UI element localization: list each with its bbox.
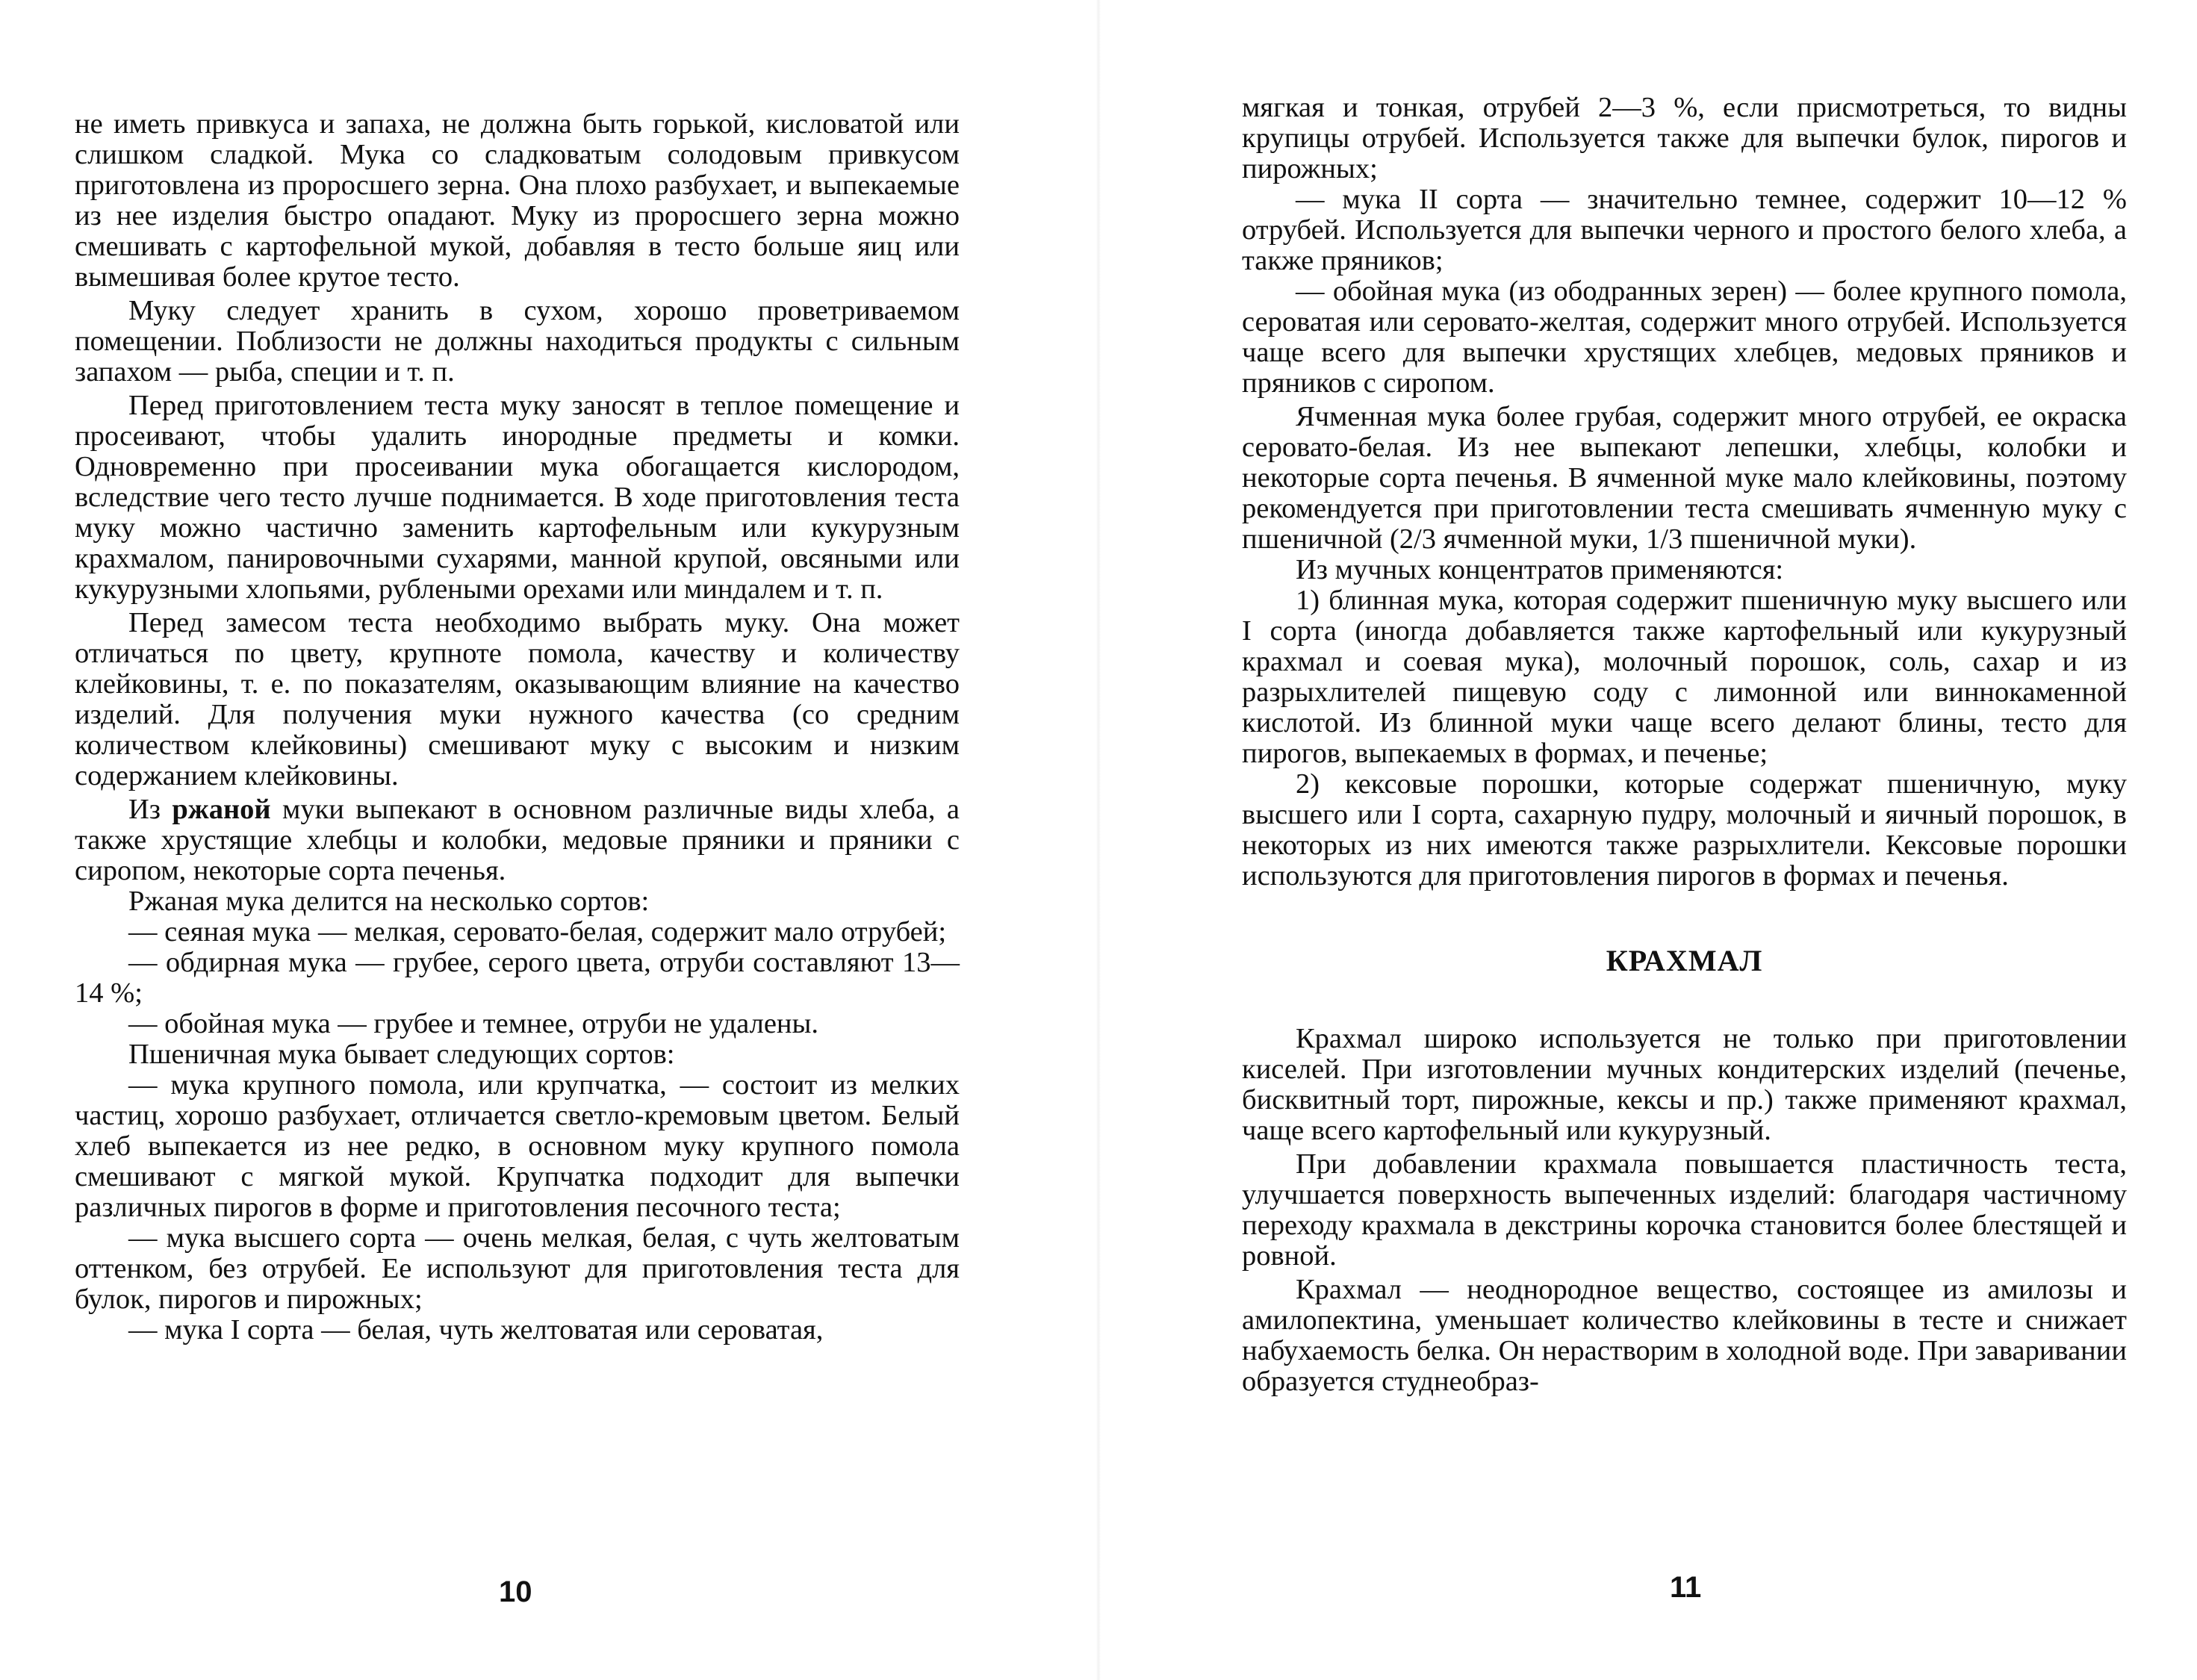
list-item: — обойная мука — грубее и темнее, отруби не удалены. xyxy=(128,1008,818,1039)
paragraph: мягкая и тонкая, отрубей 2—3 %, если присмотреться, то видны крупицы отрубей. Используется также для выпечки булок, пирогов и пирожных; xyxy=(1242,92,2127,184)
list-item: — обдирная мука — грубее, серого цвета, отруби составляют 13—14 %; xyxy=(75,947,960,1009)
list-item: 2) кексовые порошки, которые содержат пшеничную, муку высшего или I сорта, сахарную пудру, молочный и яичный порошок, в некоторых из них имеются также разрыхлители. Кексовые порошки используются для приготовления пирогов в формах и печенья. xyxy=(1242,768,2127,892)
page-number: 10 xyxy=(499,1575,532,1608)
paragraph: При добавлении крахмала повышается пластичность теста, улучшается поверхность выпеченных изделий: благодаря частичному переходу крахмала в декстрины корочка становится более блестящей и ровной. xyxy=(1242,1148,2127,1272)
page-number: 11 xyxy=(1670,1571,1702,1604)
paragraph: Из мучных концентратов применяются: xyxy=(1296,554,1784,585)
list-item: — мука крупного помола, или крупчатка, — состоит из мелких частиц, хорошо разбухает, отличается светло-кремовым цветом. Белый хлеб выпекается из нее редко, в основном муку крупного помола смешивают с мягкой мукой. Крупчатка подходит для выпечки различных пирогов в форме и приготовления песочного теста; xyxy=(75,1069,960,1223)
right-text-column xyxy=(1242,93,2127,1397)
paragraph: Крахмал — неоднородное вещество, состоящее из амилозы и амилопектина, уменьшает количество клейковины в тесте и снижает набухаемость белка. Он нерастворим в холодной воде. При заваривании образуется студнеобраз- xyxy=(1242,1274,2127,1397)
paragraph: Ячменная мука более грубая, содержит много отрубей, ее окраска серовато-белая. Из нее выпекают лепешки, хлебцы, колобки и некоторые сорта печенья. В ячменной муке мало клейковины, поэтому рекомендуется при приготовлении теста смешивать ячменную муку с пшеничной (2/3 ячменной муки, 1/3 пшеничной муки). xyxy=(1242,401,2127,555)
list-item: 1) блинная мука, которая содержит пшеничную муку высшего или I сорта (иногда добавляется также картофельный или кукурузный крахмал и соевая мука), молочный порошок, соль, сахар и из разрыхлителей пищевую соду с лимонной или виннокаменной кислотой. Из блинной муки чаще всего делают блины, тесто для пирогов, выпекаемых в формах, и печенье; xyxy=(1242,585,2127,769)
rye-rest: муки выпекают в основном различные виды хлеба, а также хрустящие хлебцы и колобки, медовые пряники и пряники с сиропом, некоторые сорта печенья. xyxy=(75,794,960,886)
list-item: — обойная мука (из ободранных зерен) — более крупного помола, сероватая или серовато-желтая, содержит много отрубей. Используется чаще всего для выпечки хрустящих хлебцев, медовых пряников и пряников с сиропом. xyxy=(1242,276,2127,399)
paragraph: Пшеничная мука бывает следующих сортов: xyxy=(128,1039,675,1070)
section-heading: КРАХМАЛ xyxy=(1606,944,1763,977)
left-page xyxy=(0,0,1098,1680)
paragraph: Крахмал широко используется не только при приготовлении киселей. При изготовлении мучных кондитерских изделий (печенье, бисквитный торт, пирожные, кексы и пр.) также применяют крахмал, чаще всего картофельный или кукурузный. xyxy=(1242,1023,2127,1146)
paragraph: Перед замесом теста необходимо выбрать муку. Она может отличаться по цвету, крупноте помола, качеству и количеству клейковины, т. е. по показателям, оказывающим влияние на качество изделий. Для получения муки нужного качества (со средним количеством клейковины) смешивают муку с высоким и низким содержанием клейковины. xyxy=(75,607,960,791)
list-item: — мука высшего сорта — очень мелкая, белая, с чуть желтоватым оттенком, без отрубей. Ее используют для приготовления теста для булок, пирогов и пирожных; xyxy=(75,1222,960,1315)
paragraph: не иметь привкуса и запаха, не должна быть горькой, кисловатой или слишком сладкой. Мука со сладковатым солодовым привкусом приготовлена из проросшего зерна. Она плохо разбухает, и выпекаемые из нее изделия быстро опадают. Муку из проросшего зерна можно смешивать с картофельной мукой, добавляя в тесто больше яиц или вымешивая более крутое тесто. xyxy=(75,108,960,293)
paragraph: Ржаная мука делится на несколько сортов: xyxy=(128,886,650,917)
right-page xyxy=(1098,0,2197,1680)
list-item: — мука I сорта — белая, чуть желтоватая или сероватая, xyxy=(128,1314,824,1345)
paragraph: Перед приготовлением теста муку заносят в теплое помещение и просеивают, чтобы удалить инородные предметы и комки. Одновременно при просеивании мука обогащается кислородом, вследствие чего тесто лучше поднимается. В ходе приготовления теста муку можно частично заменить картофельным или кукурузным крахмалом, панировочными сухарями, манной крупой, овсяными или кукурузными хлопьями, рублеными орехами или миндалем и т. п. xyxy=(75,390,960,605)
list-item: — сеяная мука — мелкая, серовато-белая, содержит мало отрубей; xyxy=(128,916,947,948)
rye-bold-term: ржаной xyxy=(172,794,271,825)
left-text-column xyxy=(75,109,960,1345)
list-item: — мука II сорта — значительно темнее, содержит 10—12 % отрубей. Используется для выпечки черного и простого белого хлеба, а также пряников; xyxy=(1242,184,2127,276)
paragraph-rye xyxy=(75,794,960,886)
rye-lead: Из xyxy=(128,794,161,825)
paragraph: Муку следует хранить в сухом, хорошо проветриваемом помещении. Поблизости не должны находиться продукты с сильным запахом — рыба, специи и т. п. xyxy=(75,295,960,388)
